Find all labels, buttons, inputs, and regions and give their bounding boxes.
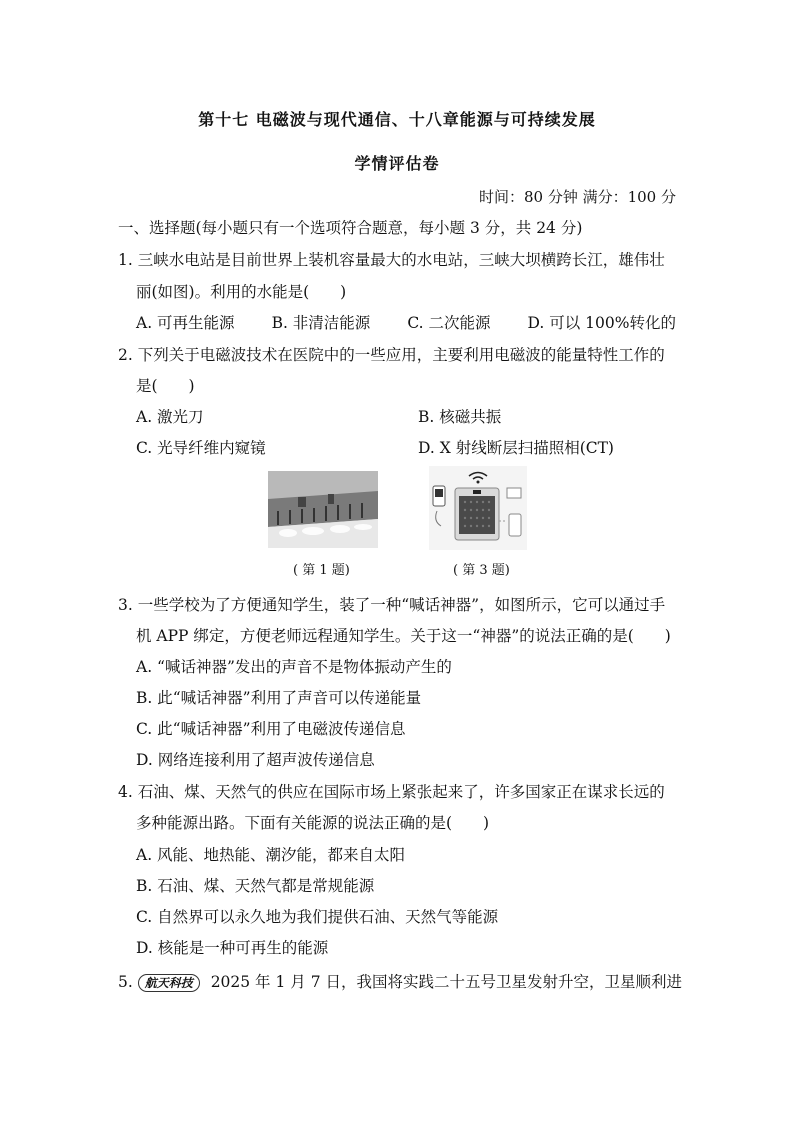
speaker-device-image	[429, 466, 527, 554]
q2-option-b[interactable]: B. 核磁共振	[418, 408, 502, 426]
q2-option-a[interactable]: A. 激光刀	[136, 408, 204, 426]
q4-option-d[interactable]: D. 核能是一种可再生的能源	[136, 939, 329, 957]
q1-option-c[interactable]: C. 二次能源	[407, 314, 491, 332]
q1-option-d[interactable]: D. 可以 100%转化的	[527, 314, 676, 332]
q1-options	[136, 311, 676, 333]
time-score-info: 时间：80 分钟 满分：100 分	[478, 188, 676, 206]
q3-option-a[interactable]: A. “喊话神器”发出的声音不是物体振动产生的	[136, 658, 452, 676]
exam-subtitle: 学情评估卷	[354, 154, 440, 173]
dam-photo	[268, 471, 378, 552]
figure-caption-q3: ( 第 3 题)	[453, 563, 510, 578]
q1-option-a[interactable]: A. 可再生能源	[136, 314, 235, 332]
q2-option-d[interactable]: D. X 射线断层扫描照相(CT)	[418, 439, 614, 457]
q3-line1: 3. 一些学校为了方便通知学生，装了一种“喊话神器”，如图所示，它可以通过手	[118, 596, 666, 614]
q3-option-d[interactable]: D. 网络连接利用了超声波传递信息	[136, 751, 375, 769]
aerospace-tag-badge: 航天科技	[138, 974, 200, 992]
section-heading: 一、选择题(每小题只有一个选项符合题意，每小题 3 分，共 24 分)	[118, 219, 583, 237]
q1-line1: 1. 三峡水电站是目前世界上装机容量最大的水电站，三峡大坝横跨长江，雄伟壮	[118, 251, 665, 269]
q5-number: 5.	[118, 973, 133, 991]
q3-line2: 机 APP 绑定，方便老师远程通知学生。关于这一“神器”的说法正确的是( )	[136, 627, 671, 645]
q3-option-b[interactable]: B. 此“喊话神器”利用了声音可以传递能量	[136, 689, 422, 707]
q2-line2: 是( )	[136, 377, 195, 395]
q1-line2: 丽(如图)。利用的水能是( )	[136, 283, 347, 301]
q4-option-b[interactable]: B. 石油、煤、天然气都是常规能源	[136, 877, 375, 895]
q2-option-c[interactable]: C. 光导纤维内窥镜	[136, 439, 266, 457]
q4-option-a[interactable]: A. 风能、地热能、潮汐能，都来自太阳	[136, 846, 406, 864]
q4-line2: 多种能源出路。下面有关能源的说法正确的是( )	[136, 814, 490, 832]
exam-title: 第十七 电磁波与现代通信、十八章能源与可持续发展	[198, 110, 596, 129]
q3-option-c[interactable]: C. 此“喊话神器”利用了电磁波传递信息	[136, 720, 406, 738]
q4-option-c[interactable]: C. 自然界可以永久地为我们提供石油、天然气等能源	[136, 908, 499, 926]
q5-line1	[118, 970, 682, 992]
q5-text: 2025 年 1 月 7 日，我国将实践二十五号卫星发射升空，卫星顺利进	[210, 973, 682, 991]
figure-caption-q1: ( 第 1 题)	[293, 563, 350, 578]
q2-line1: 2. 下列关于电磁波技术在医院中的一些应用，主要利用电磁波的能量特性工作的	[118, 346, 665, 364]
q1-option-b[interactable]: B. 非清洁能源	[271, 314, 371, 332]
q4-line1: 4. 石油、煤、天然气的供应在国际市场上紧张起来了，许多国家正在谋求长远的	[118, 783, 665, 801]
